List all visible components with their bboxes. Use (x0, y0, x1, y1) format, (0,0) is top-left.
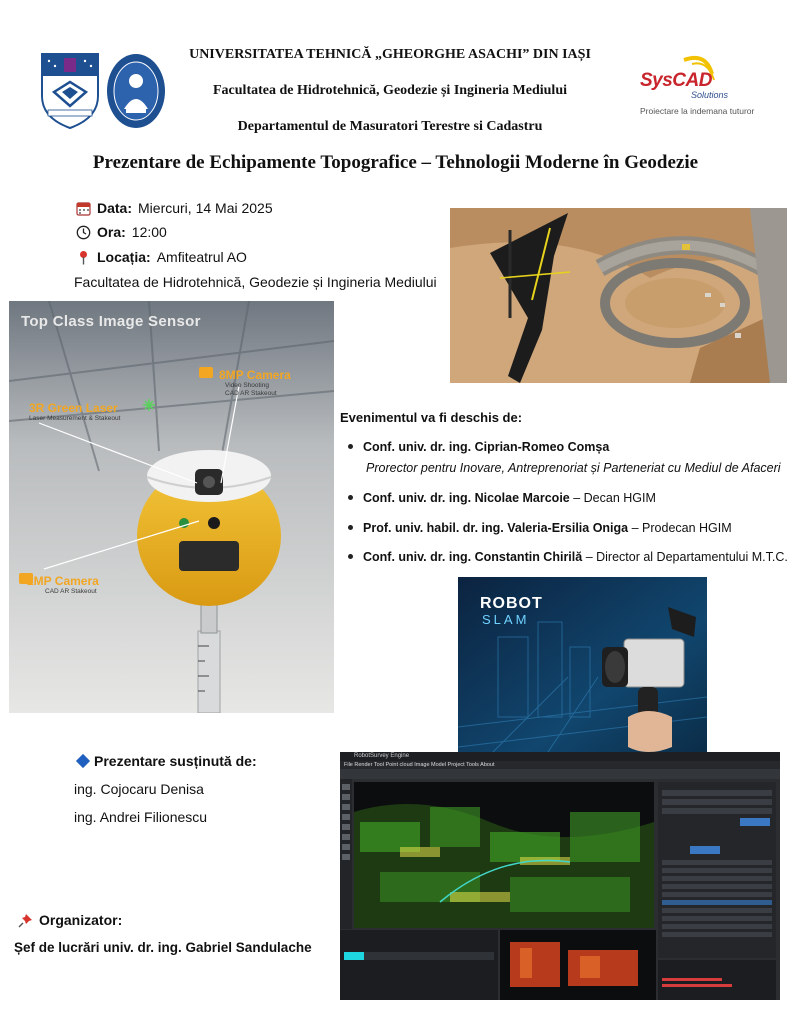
opener-role: Prorector pentru Inovare, Antreprenoriat și Parteneriat cu Mediul de Afaceri (366, 461, 781, 475)
tuiasi-logo (40, 52, 100, 130)
bullet-icon (348, 554, 353, 559)
opener-item (348, 521, 732, 535)
gnss-receiver-photo (9, 301, 334, 713)
bullet-icon (348, 444, 353, 449)
slam-brand-line2: SLAM (482, 612, 530, 627)
faculty-logo (106, 53, 166, 129)
event-date (76, 200, 273, 216)
camera-8mp-label: 8MP Camera (219, 368, 291, 382)
bullet-icon (348, 495, 353, 500)
clock-icon (76, 225, 91, 240)
syscad-logo (636, 54, 760, 120)
presenter-name: ing. Andrei Filionescu (74, 809, 208, 825)
slam-scanner-photo (458, 577, 707, 767)
opener-item (348, 550, 788, 564)
location-pin-icon (76, 250, 91, 265)
green-laser-sub: Laser Measurement & Stakeout (29, 415, 121, 422)
opener-name: Conf. univ. dr. ing. Ciprian-Romeo Comșa (363, 440, 610, 454)
time-label: Ora: (97, 224, 126, 240)
slam-brand-line1: ROBOT (480, 595, 543, 612)
presenter-name: ing. Cojocaru Denisa (74, 781, 204, 797)
opener-item (348, 491, 656, 505)
organizer-heading-text: Organizator: (39, 912, 123, 928)
calendar-icon (76, 201, 91, 216)
camera-2mp-label: 2MP Camera (27, 574, 99, 588)
bullet-icon (348, 525, 353, 530)
opener-name: Prof. univ. habil. dr. ing. Valeria-Ersilia Oniga (363, 521, 629, 535)
drone-photo (450, 208, 787, 383)
software-screenshot (340, 752, 780, 1000)
event-time (76, 224, 167, 240)
university-name: UNIVERSITATEA TEHNICĂ „GHEORGHE ASACHI” DIN IAȘI (189, 47, 591, 62)
opener-name: Conf. univ. dr. ing. Nicolae Marcoie (363, 491, 570, 505)
openers-heading: Evenimentul va fi deschis de: (340, 410, 523, 425)
organizer-heading (18, 912, 122, 928)
camera-2mp-sub: CAD AR Stakeout (45, 588, 97, 595)
camera-8mp-sub2: CAD AR Stakeout (225, 390, 277, 397)
software-menu-bar: File Render Tool Point cloud Image Model Project Tools About (344, 762, 495, 768)
event-location (76, 249, 247, 265)
presenters-heading-text: Prezentare susținută de: (94, 753, 257, 769)
syscad-tagline: Proiectare la indemana tuturor (640, 106, 755, 116)
date-label: Data: (97, 200, 133, 216)
syscad-wordmark: SysCAD (640, 70, 712, 91)
syscad-subtext: Solutions (691, 90, 729, 100)
diamond-icon (76, 754, 90, 768)
date-value: Miercuri, 14 Mai 2025 (138, 200, 273, 216)
opener-name: Conf. univ. dr. ing. Constantin Chirilă (363, 550, 583, 564)
presenters-heading (78, 753, 257, 769)
sensor-title: Top Class Image Sensor (21, 313, 201, 330)
location-faculty: Facultatea de Hidrotehnică, Geodezie și Ingineria Mediului (74, 274, 437, 290)
department-name: Departamentul de Masuratori Terestre si Cadastru (237, 119, 543, 134)
green-laser-label: 3R Green Laser (29, 401, 118, 415)
page-title: Prezentare de Echipamente Topografice – Tehnologii Moderne în Geodezie (92, 152, 699, 173)
organizer-name: Șef de lucrări univ. dr. ing. Gabriel Sandulache (14, 940, 312, 955)
opener-role: – Prodecan HGIM (631, 521, 732, 535)
opener-item (348, 440, 609, 454)
opener-role: – Director al Departamentului M.T.C. (585, 550, 788, 564)
time-value: 12:00 (131, 224, 167, 240)
camera-8mp-sub (225, 382, 277, 398)
opener-role: – Decan HGIM (573, 491, 656, 505)
camera-8mp-sub1: Video Shooting (225, 382, 269, 389)
faculty-name: Facultatea de Hidrotehnică, Geodezie și Ingineria Mediului (213, 83, 567, 98)
location-label: Locația: (97, 249, 151, 265)
location-value: Amfiteatrul AO (156, 249, 247, 265)
pushpin-icon (18, 913, 33, 928)
software-window-title: RobotSurvey Engine (354, 753, 410, 759)
